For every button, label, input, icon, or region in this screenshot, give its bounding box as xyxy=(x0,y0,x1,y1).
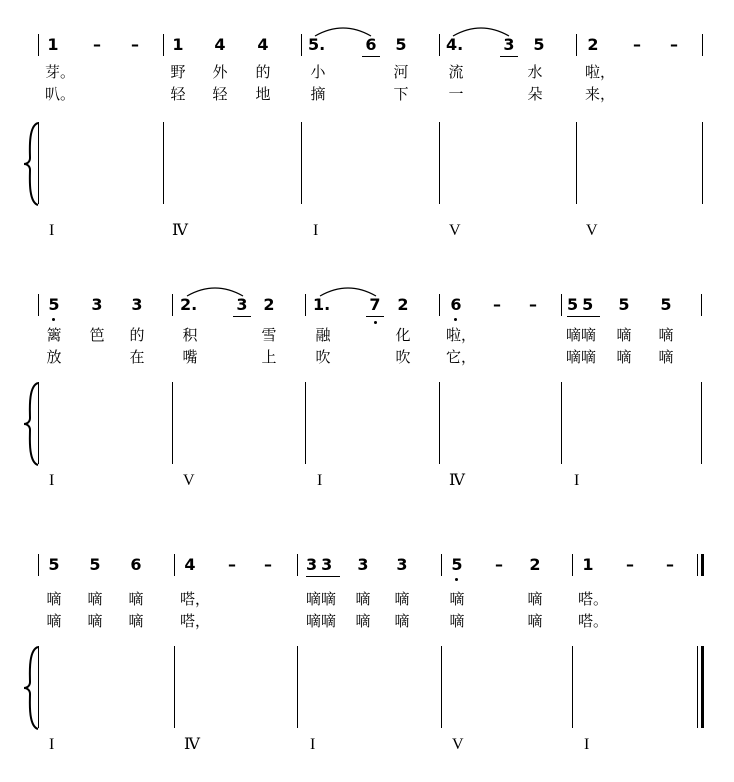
lyric: 轻 xyxy=(212,85,228,103)
tie-slur xyxy=(451,24,511,38)
barline xyxy=(439,122,440,204)
note: – xyxy=(93,35,101,54)
note: 55 xyxy=(567,295,598,314)
barline xyxy=(439,382,440,464)
lyric: 嘀 xyxy=(616,326,632,344)
note: 2 xyxy=(587,35,599,54)
lyric: 嘀 xyxy=(355,612,371,630)
lyric: 嗒。 xyxy=(578,612,609,630)
note: 6 xyxy=(450,295,462,314)
chord-symbol: I xyxy=(584,736,590,753)
lyric: 朵 xyxy=(527,85,543,103)
barline xyxy=(305,294,306,316)
note: 3 xyxy=(396,555,408,574)
barline xyxy=(576,34,577,56)
barline xyxy=(439,294,440,316)
note: 3 xyxy=(131,295,143,314)
chord-symbol: I xyxy=(49,736,55,753)
final-barline-thick xyxy=(701,554,704,576)
lyric: 嘀 xyxy=(87,590,103,608)
lyric: 嘀嘀 xyxy=(566,326,597,344)
lyric: 嘀 xyxy=(658,326,674,344)
lyric: 融 xyxy=(315,326,331,344)
note: 33 xyxy=(306,555,337,574)
note: 5 xyxy=(533,35,545,54)
note: – xyxy=(264,555,272,574)
lyric: 的 xyxy=(129,326,145,344)
lyric: 小 xyxy=(310,63,326,81)
lyric: 上 xyxy=(261,348,277,366)
lyric: 嘀 xyxy=(46,612,62,630)
barline xyxy=(38,122,39,204)
lyric: 嘀嘀 xyxy=(306,590,337,608)
barline xyxy=(301,34,302,56)
lyric: 嘀 xyxy=(394,612,410,630)
note: 5 xyxy=(48,555,60,574)
note: – xyxy=(228,555,236,574)
lyric: 吹 xyxy=(315,348,331,366)
underline xyxy=(567,316,600,317)
note: 4 xyxy=(214,35,226,54)
tie-slur xyxy=(313,24,373,38)
lyric: 啦， xyxy=(446,326,477,344)
chord-symbol: I xyxy=(317,472,323,489)
lyric: 笆 xyxy=(89,326,105,344)
chord-symbol: I xyxy=(49,222,55,239)
lyric: 嘀嘀 xyxy=(306,612,337,630)
lyric: 化 xyxy=(395,326,411,344)
note: 5 xyxy=(395,35,407,54)
lyric: 放 xyxy=(46,348,62,366)
underline xyxy=(366,316,384,317)
lyric: 篱 xyxy=(46,326,62,344)
lyric: 河 xyxy=(393,63,409,81)
lyric: 嘀嘀 xyxy=(566,348,597,366)
lyric: 嗒， xyxy=(180,612,211,630)
barline xyxy=(305,382,306,464)
barline xyxy=(163,34,164,56)
chord-symbol: V xyxy=(183,472,195,489)
lyric: 吹 xyxy=(395,348,411,366)
note: 1 xyxy=(172,35,184,54)
barline xyxy=(702,34,703,56)
note: – xyxy=(633,35,641,54)
barline xyxy=(561,294,562,316)
lyric: 外 xyxy=(212,63,228,81)
note: 6 xyxy=(130,555,142,574)
barline xyxy=(702,122,703,204)
lyric: 积 xyxy=(182,326,198,344)
underline xyxy=(362,56,380,57)
chord-symbol: V xyxy=(449,222,461,239)
barline xyxy=(561,382,562,464)
note: 1 xyxy=(47,35,59,54)
note: – xyxy=(493,295,501,314)
final-barline-thick xyxy=(701,646,704,728)
underline xyxy=(306,576,340,577)
chord-symbol: I xyxy=(313,222,319,239)
note: 4 xyxy=(257,35,269,54)
tie-slur xyxy=(318,284,378,298)
lyric: 地 xyxy=(255,85,271,103)
tie-slur xyxy=(185,284,245,298)
lyric: 轻 xyxy=(170,85,186,103)
lyric: 流 xyxy=(448,63,464,81)
note: 1 xyxy=(582,555,594,574)
note: – xyxy=(529,295,537,314)
lyric: 嘀 xyxy=(394,590,410,608)
lyric: 野 xyxy=(170,63,186,81)
note: 4 xyxy=(184,555,196,574)
note: 5 xyxy=(48,295,60,314)
lyric: 嘴 xyxy=(182,348,198,366)
lyric: 一 xyxy=(448,85,464,103)
chord-symbol: V xyxy=(452,736,464,753)
note: – xyxy=(670,35,678,54)
note: 2 xyxy=(529,555,541,574)
note: 5 xyxy=(660,295,672,314)
lyric: 嗒。 xyxy=(578,590,609,608)
chord-symbol: I xyxy=(574,472,580,489)
low-octave-dot xyxy=(455,578,458,581)
chord-symbol: V xyxy=(586,222,598,239)
note: 5. xyxy=(308,35,326,54)
note: 5 xyxy=(451,555,463,574)
barline xyxy=(297,646,298,728)
barline xyxy=(172,382,173,464)
final-barline-thin xyxy=(697,554,698,576)
lyric: 叭。 xyxy=(45,85,76,103)
note: – xyxy=(131,35,139,54)
barline xyxy=(172,294,173,316)
barline xyxy=(572,554,573,576)
barline xyxy=(38,294,39,316)
note: 1. xyxy=(313,295,331,314)
lyric: 下 xyxy=(393,85,409,103)
lyric: 嘀 xyxy=(616,348,632,366)
lyric: 摘 xyxy=(310,85,326,103)
note: 4. xyxy=(446,35,464,54)
underline xyxy=(233,316,251,317)
low-octave-dot xyxy=(52,318,55,321)
note: 5 xyxy=(618,295,630,314)
lyric: 嘀 xyxy=(87,612,103,630)
low-octave-dot xyxy=(454,318,457,321)
barline xyxy=(439,34,440,56)
note: – xyxy=(626,555,634,574)
note: 2 xyxy=(263,295,275,314)
note: 2 xyxy=(397,295,409,314)
barline xyxy=(163,122,164,204)
lyric: 啦， xyxy=(585,63,616,81)
barline xyxy=(701,294,702,316)
barline xyxy=(701,382,702,464)
lyric: 嘀 xyxy=(449,590,465,608)
chord-symbol: I xyxy=(310,736,316,753)
barline xyxy=(38,34,39,56)
lyric: 嘀 xyxy=(46,590,62,608)
barline xyxy=(441,554,442,576)
note: – xyxy=(495,555,503,574)
lyric: 嘀 xyxy=(355,590,371,608)
note: 3 xyxy=(357,555,369,574)
lyric: 嘀 xyxy=(128,612,144,630)
chord-symbol: Ⅳ xyxy=(172,222,188,239)
lyric: 的 xyxy=(255,63,271,81)
lyric: 嘀 xyxy=(128,590,144,608)
lyric: 嘀 xyxy=(658,348,674,366)
barline xyxy=(174,646,175,728)
lyric: 来， xyxy=(585,85,616,103)
low-octave-dot xyxy=(374,321,377,324)
barline xyxy=(576,122,577,204)
note: – xyxy=(666,555,674,574)
barline xyxy=(441,646,442,728)
final-barline-thin xyxy=(697,646,698,728)
lyric: 它， xyxy=(446,348,477,366)
lyric: 嘀 xyxy=(449,612,465,630)
note: 3 xyxy=(91,295,103,314)
underline xyxy=(500,56,518,57)
note: 3 xyxy=(503,35,515,54)
lyric: 芽。 xyxy=(45,63,76,81)
chord-symbol: I xyxy=(49,472,55,489)
note: 5 xyxy=(89,555,101,574)
note: 7 xyxy=(369,295,381,314)
barline xyxy=(38,646,39,728)
chord-symbol: Ⅳ xyxy=(184,736,200,753)
lyric: 嘀 xyxy=(527,590,543,608)
lyric: 嘀 xyxy=(527,612,543,630)
barline xyxy=(572,646,573,728)
barline xyxy=(297,554,298,576)
note: 2. xyxy=(180,295,198,314)
barline xyxy=(38,554,39,576)
lyric: 嗒， xyxy=(180,590,211,608)
barline xyxy=(174,554,175,576)
note: 3 xyxy=(236,295,248,314)
lyric: 在 xyxy=(129,348,145,366)
chord-symbol: Ⅳ xyxy=(449,472,465,489)
lyric: 雪 xyxy=(261,326,277,344)
note: 6 xyxy=(365,35,377,54)
barline xyxy=(38,382,39,464)
barline xyxy=(301,122,302,204)
lyric: 水 xyxy=(527,63,543,81)
